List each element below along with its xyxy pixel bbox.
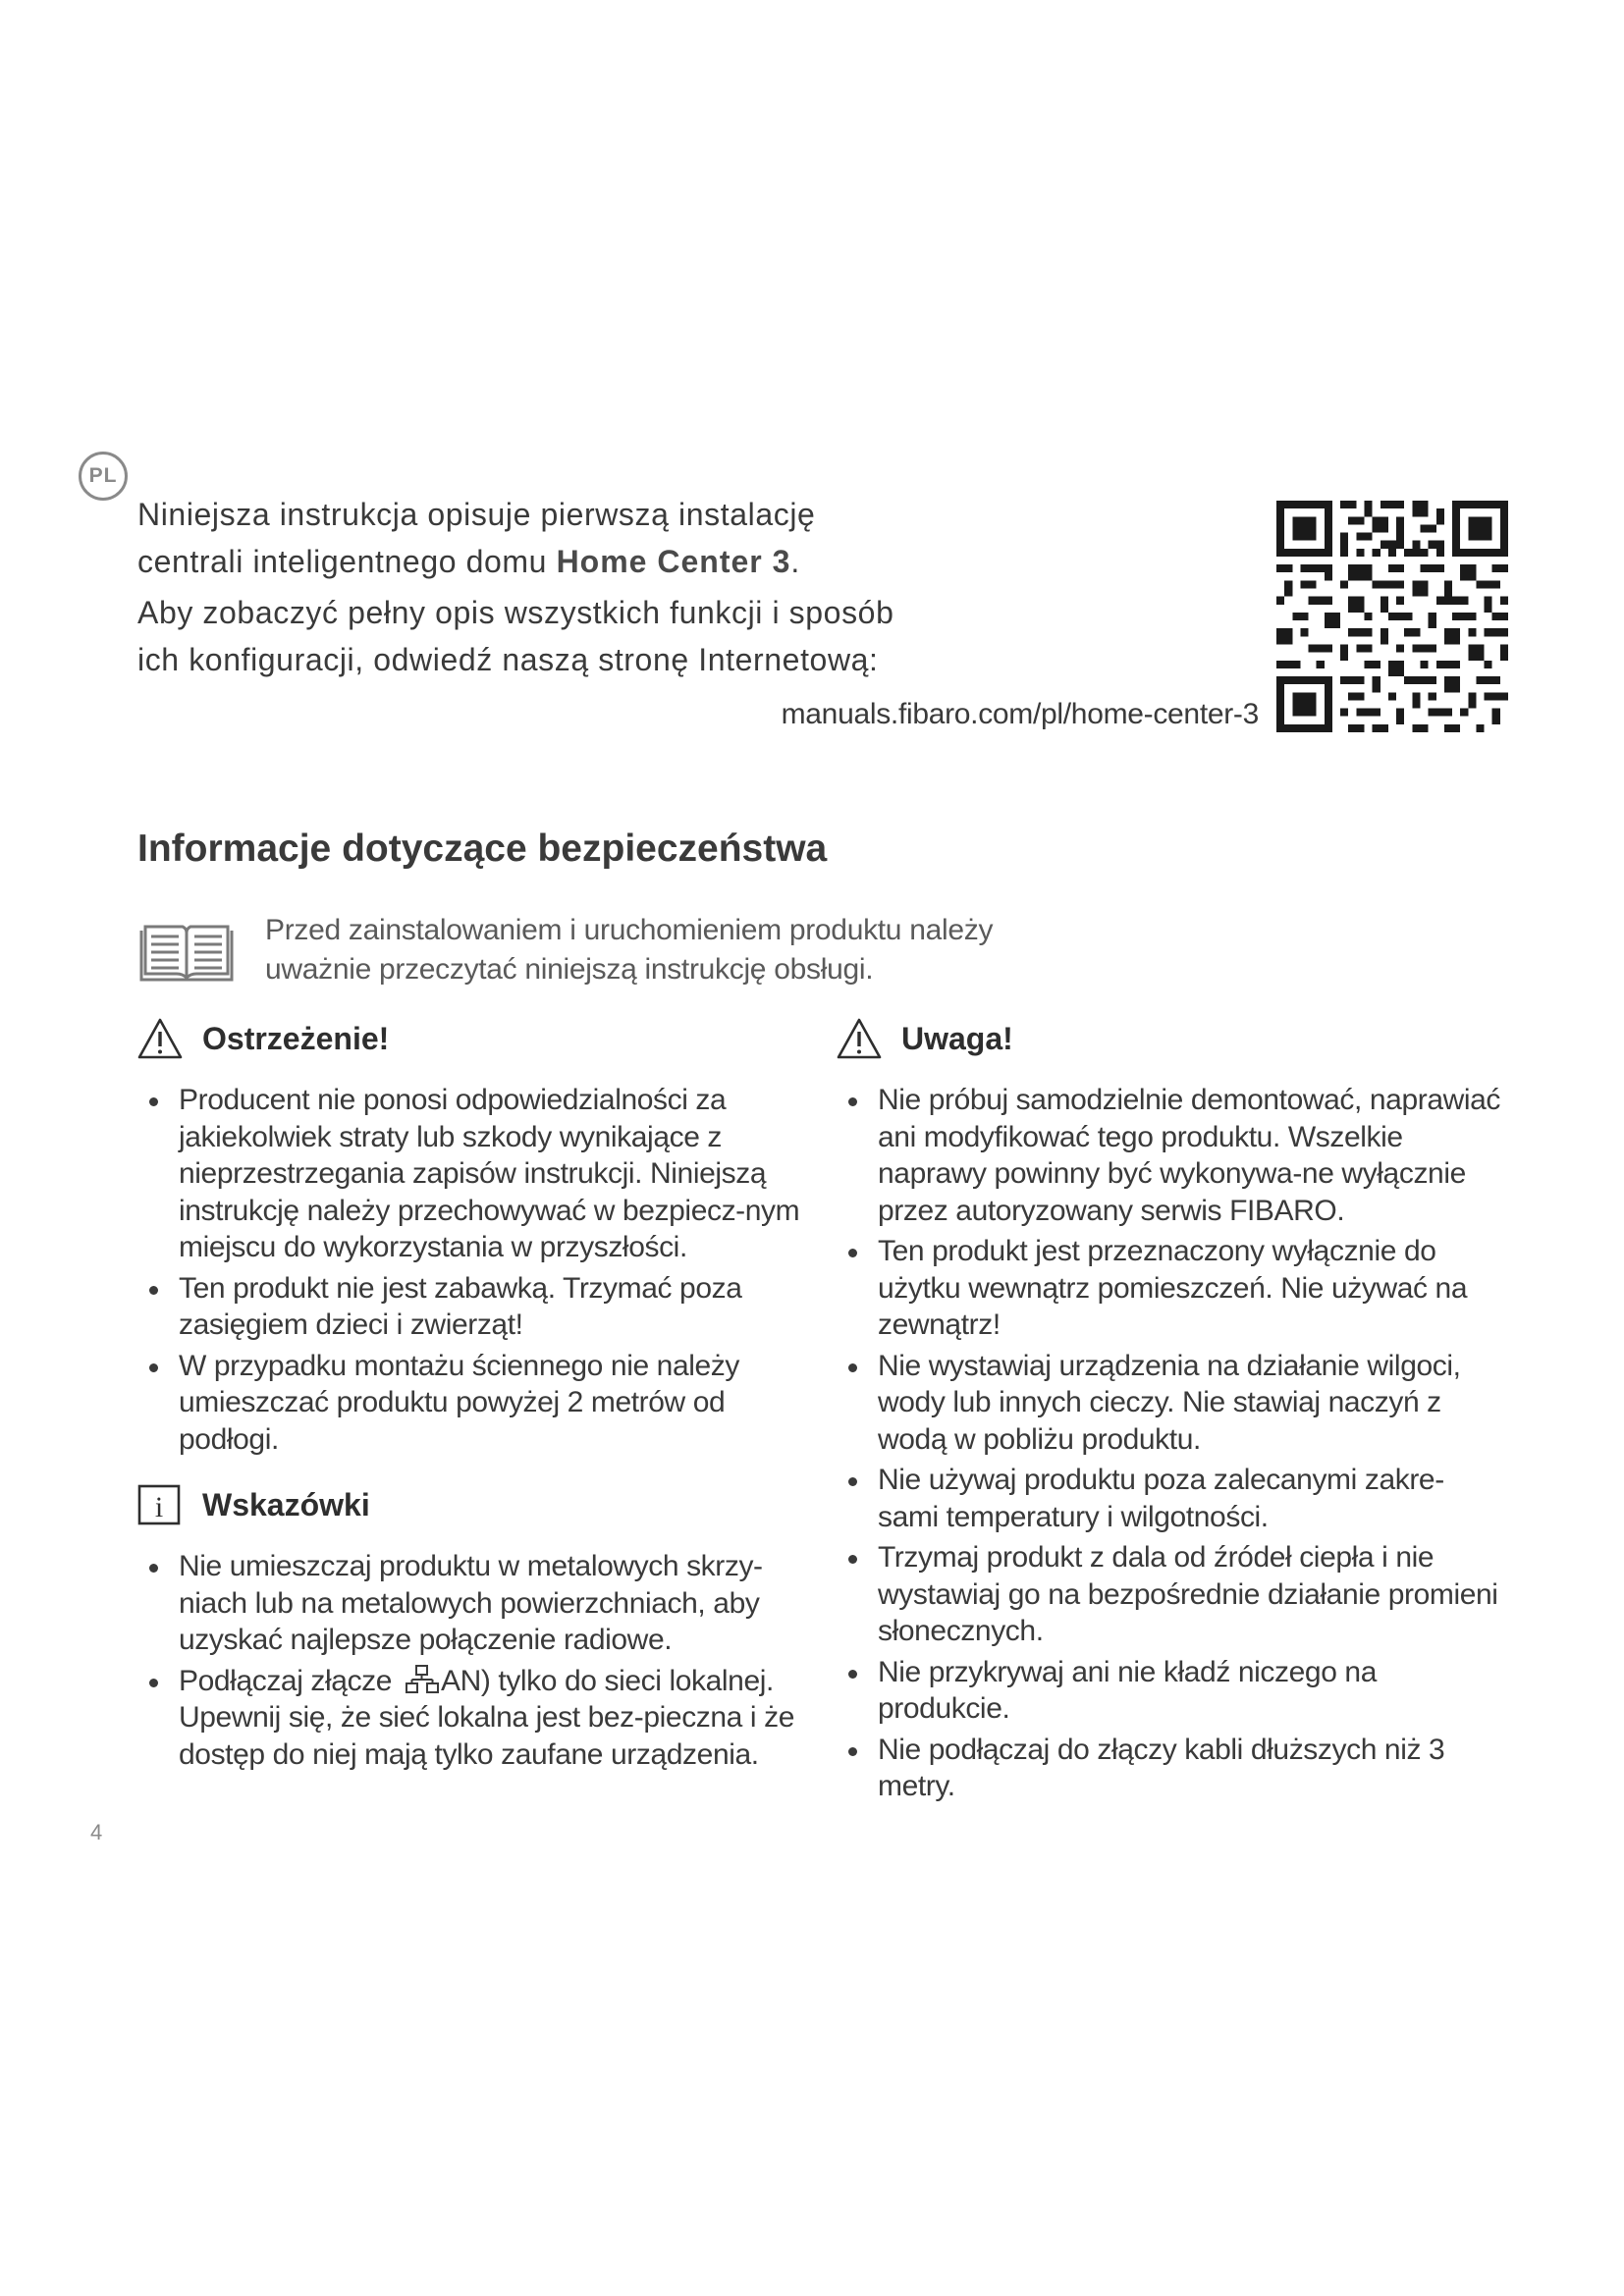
list-item: Trzymaj produkt z dala od źródeł ciepła i nie wystawiaj go na bezpośrednie działanie promieni słonecznych. [837,1539,1504,1650]
page-number: 4 [90,1820,103,1844]
book-icon [137,921,236,986]
lan-icon [406,1665,439,1694]
tips-title: Wskazówki [202,1487,370,1522]
list-item: Nie próbuj samodzielnie demontować, naprawiać ani modyfikować tego produktu. Wszelkie naprawy powinny być wykonywa-ne wyłącznie przez autoryzowany serwis FIBARO. [837,1082,1504,1229]
caution-title: Uwaga! [901,1021,1013,1056]
tips-list [137,1548,805,1773]
list-item [137,1663,805,1774]
qr-code [1276,501,1508,732]
list-item: Ten produkt jest przeznaczony wyłącznie do użytku wewnątrz pomieszczeń. Nie używać na zewnątrz! [837,1233,1504,1344]
warning-icon [137,1017,183,1060]
list-item: Nie używaj produktu poza zalecanymi zakre-sami temperatury i wilgotności. [837,1462,1504,1535]
list-item: Nie umieszczaj produktu w metalowych skrzy-niach lub na metalowych powierzchniach, aby uzyskać najlepsze połączenie radiowe. [137,1548,805,1659]
left-column [137,1013,805,1777]
list-item: Nie przykrywaj ani nie kładź niczego na produkcie. [837,1654,1504,1728]
read-manual-note: Przed zainstalowaniem i uruchomieniem produktu należy uważnie przeczytać niniejszą instrukcję obsługi. [265,914,994,986]
right-column [837,1013,1504,1809]
info-icon [137,1483,183,1526]
list-item: Producent nie ponosi odpowiedzialności za jakiekolwiek straty lub szkody wynikające z nieprzestrzegania zapisów instrukcji. Niniejszą instrukcję należy przechowywać w bezpiecz-nym miejscu do wykorzystania w przyszłości. [137,1082,805,1266]
list-item: W przypadku montażu ściennego nie należy umieszczać produktu powyżej 2 metrów od podłogi. [137,1348,805,1459]
intro-paragraph-1 [137,491,1119,585]
intro-period: . [790,544,800,579]
svg-text:i: i [154,1491,164,1523]
lan-note-suffix: AN) tylko do sieci lokalnej. Upewnij się, że sieć lokalna jest bez-pieczna i że dostęp do niej mają tylko zaufane urządzenia. [179,1664,794,1771]
language-badge-label: PL [88,464,118,487]
warning-title: Ostrzeżenie! [202,1021,390,1056]
intro-line-2: centrali inteligentnego domu [137,544,557,579]
caution-header [837,1013,1504,1064]
tips-header [137,1479,805,1530]
safety-title: Informacje dotyczące bezpieczeństwa [137,828,828,870]
warning-list [137,1082,805,1458]
list-item: Nie podłączaj do złączy kabli dłuższych niż 3 metry. [837,1732,1504,1805]
lan-note-prefix: Podłączaj złącze [179,1664,400,1697]
intro-paragraph-2: Aby zobaczyć pełny opis wszystkich funkcji i sposób ich konfiguracji, odwiedź naszą stronę Internetową: [137,595,894,677]
language-badge [79,452,128,501]
warning-header [137,1013,805,1064]
warning-icon [837,1017,882,1060]
list-item: Ten produkt nie jest zabawką. Trzymać poza zasięgiem dzieci i zwierząt! [137,1270,805,1344]
intro-line-1: Niniejsza instrukcja opisuje pierwszą instalację [137,497,816,532]
list-item: Nie wystawiaj urządzenia na działanie wilgoci, wody lub innych cieczy. Nie stawiaj naczyń z wodą w pobliżu produktu. [837,1348,1504,1459]
product-name: Home Center 3 [556,544,791,579]
manual-url[interactable]: manuals.fibaro.com/pl/home-center-3 [781,698,1259,730]
caution-list [837,1082,1504,1805]
intro-text [137,491,1119,683]
